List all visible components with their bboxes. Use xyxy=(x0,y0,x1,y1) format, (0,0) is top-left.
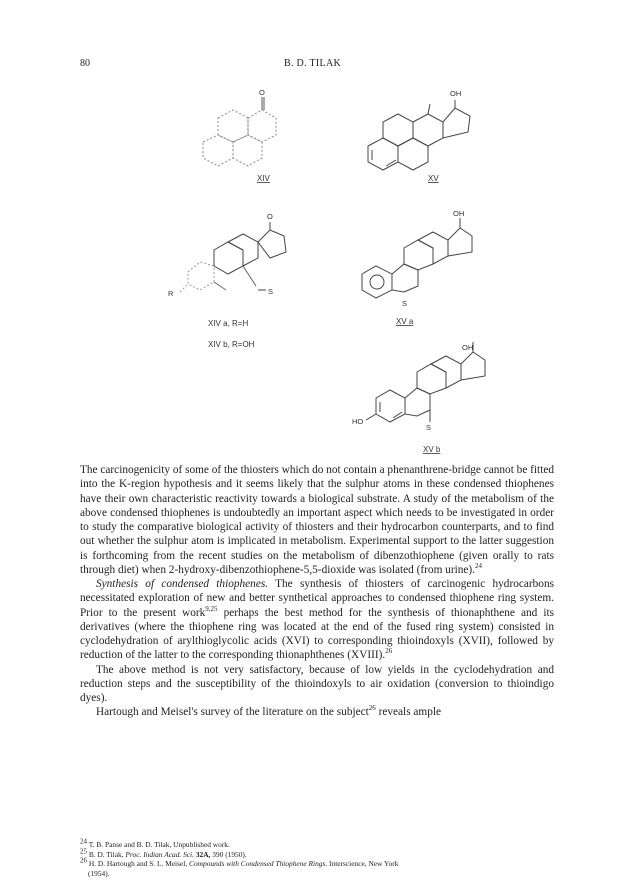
section-heading: Synthesis of condensed thiophenes. xyxy=(96,578,269,590)
xiv-label: XIV xyxy=(257,174,270,183)
footnote-26-continued: (1954). xyxy=(88,868,110,878)
xva-sulfur-label: S xyxy=(402,299,408,308)
xva-label: XV a xyxy=(396,317,414,326)
footnote-26: $^{26}$ H. D. Hartough and S. L. Meisel, Compounds with Condensed Thiophene Rings. Interscience, New York xyxy=(80,856,399,869)
running-head: B. D. TILAK xyxy=(283,58,341,69)
xiv-ab-r-label: R xyxy=(168,289,174,298)
ref-26: 26 xyxy=(385,647,393,656)
xiv-b-label: XIV b, R=OH xyxy=(208,340,255,349)
paragraph-synthesis: Synthesis of condensed thiophenes. The synthesis of thiosters of carcinogenic hydrocarbons necessitated exploration of new and better synthetical approaches to condensed thiophene ring system. Prior to the present work$^{9,25}$ perhaps the best method for the synthesis of thionaphthene and its derivatives (where the thiophene ring was located at the end of the fused ring system) consisted in cyclodehydration of arylthioglycolic acids (XVI) to corresponding thioindoxyls (XVII), followed by reduction of the latter to the corresponding thionaphthenes (XVIII).$^{26}$ xyxy=(80,578,554,662)
ref-9-25: 9,25 xyxy=(205,604,218,613)
xvb-hydroxy-label: OH xyxy=(462,343,474,352)
page-number: 80 xyxy=(80,58,90,69)
footnote-25: $^{25}$ B. D. Tilak, Proc. Indian Acad. Sci. 32A, 390 (1950). xyxy=(80,847,247,859)
ref-24: 24 xyxy=(474,561,482,570)
xiv-oxo-label: O xyxy=(259,88,265,97)
paragraph-method: The above method is not very satisfactory, because of low yields in the cyclodehydration and reduction steps and the susceptibility of the thioindoxyls to air oxidation (conversion to thioindigo dyes). xyxy=(80,663,554,704)
xvb-sulfur-label: S xyxy=(426,423,432,432)
paragraph-carcinogenicity: The carcinogenicity of some of the thiosters which do not contain a phenanthrene-bridge cannot be fitted into the K-region hypothesis and it seems likely that the sulphur atoms in these condensed thiophenes have their own characteristic reactivity towards a biological substrate. A study of the metabolism of the above condensed thiophenes is undoubtedly an important aspect which needs to be investigated in order to study the comparative biological activity of thiosters and their hydrocarbon counterparts, and to find out whether the sulphur atom is implicated in metabolism. Experimental support to the latter suggestion is forthcoming from the recent studies on the metabolism of dibenzothiophene (given orally to rats through diet) when 2-hydroxy-dibenzothiophene-5,5-dioxide was isolated (from urine).$^{24}$ xyxy=(80,464,554,576)
structure-xvb xyxy=(366,342,485,422)
xiv-ab-oxo-label: O xyxy=(267,212,273,221)
footnote-24: $^{24}$ T. B. Panse and B. D. Tilak, Unpublished work. xyxy=(80,837,230,849)
xiv-ab-sulfur-label: S xyxy=(268,287,274,296)
structure-xiv xyxy=(203,110,276,166)
structure-xv xyxy=(368,100,470,170)
xv-label: XV xyxy=(428,174,439,183)
xvb-phenol-label: HO xyxy=(352,417,364,426)
footnotes xyxy=(80,837,554,878)
xva-hydroxy-label: OH xyxy=(453,209,465,218)
xvb-label: XV b xyxy=(423,445,441,454)
xiv-a-label: XIV a, R=H xyxy=(208,319,249,328)
structure-xva xyxy=(362,218,472,298)
paragraph-survey: Hartough and Meisel's survey of the literature on the subject$^{26}$ reveals ample xyxy=(96,704,442,719)
structure-xiv-ab xyxy=(180,222,286,292)
xv-hydroxy-label: OH xyxy=(450,89,462,98)
ref-26b: 26 xyxy=(368,704,376,713)
body-text xyxy=(80,463,554,720)
